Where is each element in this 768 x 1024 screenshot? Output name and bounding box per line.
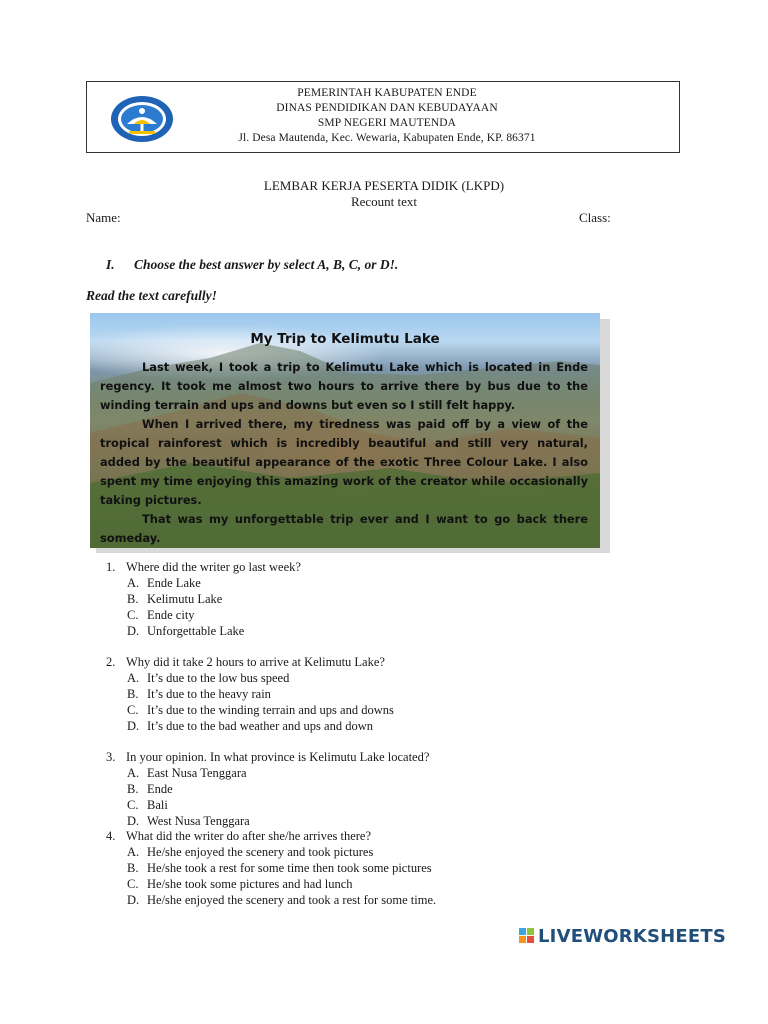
read-prompt: Read the text carefully! (86, 288, 217, 303)
question-3-option-d[interactable]: D. West Nusa Tenggara (127, 814, 250, 828)
question-4-option-d[interactable]: D. He/she enjoyed the scenery and took a rest for some time. (127, 893, 437, 907)
question-text: Where did the writer go last week? (126, 560, 301, 574)
letterhead-department: DINAS PENDIDIKAN DAN KEBUDAYAAN (276, 102, 498, 114)
instruction-text: Choose the best answer by select A, B, C, or D!. (134, 257, 399, 272)
liveworksheets-wordmark: LIVEWORKSHEETS (538, 925, 727, 947)
letterhead-address: Jl. Desa Mautenda, Kec. Wewaria, Kabupaten Ende, KP. 86371 (238, 132, 536, 144)
letterhead-government: PEMERINTAH KABUPATEN ENDE (297, 87, 477, 99)
question-3 (106, 749, 429, 765)
class-label: Class: (579, 210, 611, 225)
question-2-option-c[interactable]: C. It’s due to the winding terrain and ups and downs (127, 703, 394, 717)
question-1-option-b[interactable]: B. Kelimutu Lake (127, 592, 223, 606)
question-1-option-c[interactable]: C. Ende city (127, 608, 195, 622)
question-2 (106, 654, 385, 670)
question-1-option-d[interactable]: D. Unforgettable Lake (127, 624, 245, 638)
question-number: 1. (106, 560, 116, 574)
liveworksheets-brand[interactable] (519, 924, 726, 948)
instruction-number: I. (106, 257, 115, 272)
worksheet-subtitle: Recount text (350, 194, 418, 209)
question-4-option-a[interactable]: A. He/she enjoyed the scenery and took pictures (127, 845, 374, 859)
name-label: Name: (86, 210, 121, 225)
question-4 (106, 828, 371, 844)
reading-card (90, 313, 600, 548)
question-4-option-c[interactable]: C. He/she took some pictures and had lunch (127, 877, 353, 891)
reading-paragraph-1: Last week, I took a trip to Kelimutu Lake which is located in Ende regency. It took me almost two hours to arrive there by bus due to the winding terrain and ups and downs but even so I still felt happy. (100, 360, 588, 412)
letterhead-school: SMP NEGERI MAUTENDA (317, 117, 457, 129)
question-2-option-d[interactable]: D. It’s due to the bad weather and ups and down (127, 719, 373, 733)
reading-paragraph-2: When I arrived there, my tiredness was paid off by a view of the tropical rainforest which is incredibly beautiful and still very natural, added by the beautiful appearance of the exotic Three Colour Lake. I also spent my time enjoying this amazing work of the creator while occasionally taking pictures. (100, 417, 588, 507)
tut-wuri-handayani-logo-icon (109, 94, 175, 144)
reading-paragraph-3: That was my unforgettable trip ever and I want to go back there someday. (100, 512, 588, 545)
question-3-option-c[interactable]: C. Bali (127, 798, 168, 812)
question-number: 2. (106, 655, 116, 669)
question-3-option-a[interactable]: A. East Nusa Tenggara (127, 766, 247, 780)
question-text: Why did it take 2 hours to arrive at Kelimutu Lake? (126, 655, 385, 669)
question-2-option-b[interactable]: B. It’s due to the heavy rain (127, 687, 271, 701)
question-4-option-b[interactable]: B. He/she took a rest for some time then took some pictures (127, 861, 432, 875)
letterhead-box (86, 81, 680, 153)
question-1 (106, 559, 301, 575)
question-3-option-b[interactable]: B. Ende (127, 782, 173, 796)
question-number: 4. (106, 829, 116, 843)
reading-title: My Trip to Kelimutu Lake (250, 331, 440, 347)
worksheet-title: LEMBAR KERJA PESERTA DIDIK (LKPD) (263, 178, 505, 193)
question-2-option-a[interactable]: A. It’s due to the low bus speed (127, 671, 290, 685)
question-1-option-a[interactable]: A. Ende Lake (127, 576, 201, 590)
question-text: In your opinion. In what province is Kelimutu Lake located? (126, 750, 430, 764)
question-number: 3. (106, 750, 116, 764)
question-text: What did the writer do after she/he arrives there? (126, 829, 372, 843)
liveworksheets-logo-icon (519, 928, 535, 944)
